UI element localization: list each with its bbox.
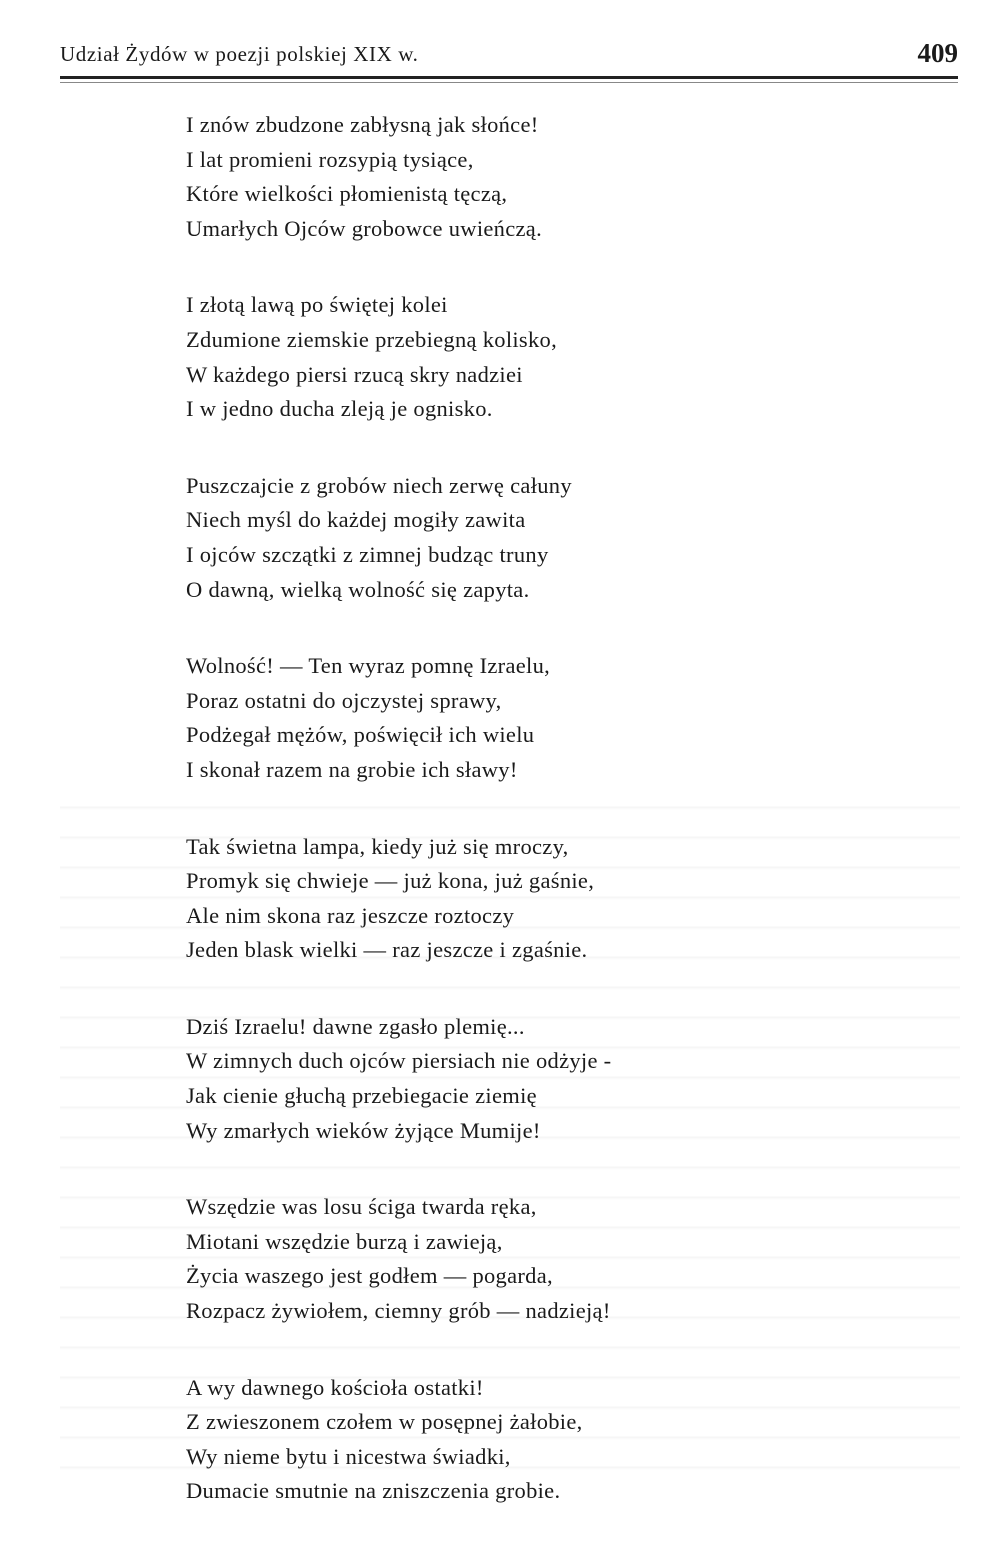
verse-line: Zdumione ziemskie przebiegną kolisko, [186, 326, 558, 352]
verse-line: Promyk się chwieje — już kona, już gaśnie, [186, 868, 595, 894]
running-head [60, 38, 960, 74]
verse-line: Wszędzie was losu ściga twarda ręka, [186, 1194, 537, 1220]
verse-line: Które wielkości płomienistą tęczą, [186, 181, 508, 207]
verse-line: Ale nim skona raz jeszcze roztoczy [186, 902, 515, 928]
verse-line: Niech myśl do każdej mogiły zawita [186, 507, 526, 533]
verse-line: Dziś Izraelu! dawne zgasło plemię... [186, 1013, 525, 1039]
verse-line: Umarłych Ojców grobowce uwieńczą. [186, 215, 543, 241]
verse-line: I ojców szczątki z zimnej budząc truny [186, 541, 549, 567]
stanza [186, 108, 886, 246]
running-title: Udział Żydów w poezji polskiej XIX w. [60, 42, 419, 66]
verse-line: Jeden blask wielki — raz jeszcze i zgaśnie. [186, 937, 588, 963]
verse-line: Poraz ostatni do ojczystej sprawy, [186, 687, 502, 713]
verse-line: Miotani wszędzie burzą i zawieją, [186, 1228, 503, 1254]
header-rule-thin [60, 82, 958, 83]
verse-line: Wy zmarłych wieków żyjące Mumije! [186, 1117, 541, 1143]
verse-line: Życia waszego jest godłem — pogarda, [186, 1263, 553, 1289]
stanza [186, 469, 886, 607]
verse-line: Wolność! — Ten wyraz pomnę Izraelu, [186, 653, 551, 679]
stanza [186, 1190, 886, 1328]
verse-line: I złotą lawą po świętej kolei [186, 292, 448, 318]
verse-line: I skonał razem na grobie ich sławy! [186, 756, 518, 782]
verse-line: I w jedno ducha zleją je ognisko. [186, 396, 493, 422]
verse-line: I lat promieni rozsypią tysiące, [186, 146, 474, 172]
header-rule [60, 76, 958, 79]
verse-line: I znów zbudzone zabłysną jak słońce! [186, 112, 539, 137]
verse-line: Jak cienie głuchą przebiegacie ziemię [186, 1083, 537, 1109]
stanza [186, 288, 886, 426]
verse-line: Wy nieme bytu i nicestwa świadki, [186, 1443, 511, 1469]
verse-line: Podżegał mężów, poświęcił ich wielu [186, 722, 535, 748]
stanza [186, 1010, 886, 1148]
verse-line: Z zwieszonem czołem w posępnej żałobie, [186, 1409, 583, 1435]
verse-line: Tak świetna lampa, kiedy już się mroczy, [186, 833, 569, 859]
verse-line: Dumacie smutnie na zniszczenia grobie. [186, 1478, 561, 1504]
verse-line: W zimnych duch ojców piersiach nie odżyje - [186, 1048, 612, 1074]
stanza [186, 1371, 886, 1509]
verse-line: Rozpacz żywiołem, ciemny grób — nadzieją! [186, 1298, 611, 1324]
poem [186, 108, 886, 1551]
verse-line: W każdego piersi rzucą skry nadziei [186, 361, 523, 387]
verse-line: A wy dawnego kościoła ostatki! [186, 1374, 484, 1400]
stanza [186, 830, 886, 968]
verse-line: O dawną, wielką wolność się zapyta. [186, 576, 530, 602]
stanza [186, 649, 886, 787]
page-number: 409 [917, 38, 958, 68]
verse-line: Puszczajcie z grobów niech zerwę całuny [186, 472, 572, 498]
